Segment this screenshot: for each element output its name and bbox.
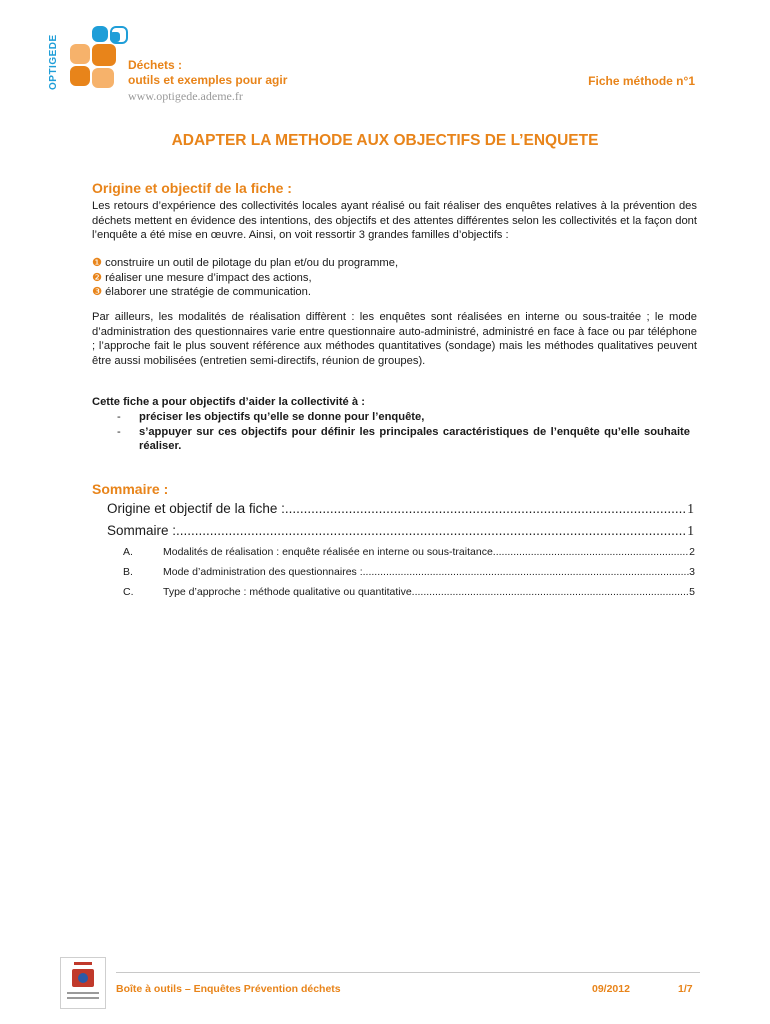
toc-page: 3 (689, 566, 695, 578)
bullet-text: élaborer une stratégie de communication. (105, 286, 311, 298)
toc-leader (493, 546, 689, 558)
aim-text: préciser les objectifs qu’elle se donne pour l’enquête, (139, 411, 425, 423)
bullet-2-icon: ❷ (92, 271, 103, 284)
dash-marker: - (117, 411, 121, 423)
toc-entry-sommaire[interactable] (107, 523, 694, 539)
header-tagline (128, 58, 287, 88)
bullet-text: réaliser une mesure d’impact des actions, (105, 271, 312, 284)
toc-label: Sommaire : (107, 523, 177, 538)
toc-entry-origin[interactable] (107, 501, 694, 517)
fiche-number: Fiche méthode n°1 (588, 74, 695, 88)
toc-entry-c[interactable] (123, 586, 695, 598)
header-line-1: Déchets : (128, 58, 183, 72)
toc-leader (412, 586, 689, 598)
page-title: ADAPTER LA METHODE AUX OBJECTIFS DE L’ENQUETE (171, 132, 599, 149)
list-item (92, 271, 697, 286)
aims-list (117, 410, 690, 454)
toc-page: 1 (687, 523, 694, 538)
origin-paragraph-2: Par ailleurs, les modalités de réalisation diffèrent : les enquêtes sont réalisées en interne ou sous-traitée ; le mode d’administration des questionnaires varie entre questionnaire auto-administré, administré en face à face ou par téléphone ; l’approche fait le plus souvent référence aux méthodes quantitatives (sondage) mais les méthodes qualitatives peuvent être aussi mobilisées (entretien semi-directifs, réunion de groupes). (92, 311, 697, 367)
toc-label: Mode d’administration des questionnaires : (163, 566, 363, 578)
bullet-3-icon: ❸ (92, 286, 103, 298)
list-item (117, 410, 690, 425)
optigede-squares-icon (62, 26, 132, 90)
objectives-list (92, 256, 697, 300)
toc-page: 1 (687, 501, 694, 516)
toc-letter: A. (123, 546, 133, 558)
footer-divider (116, 972, 700, 973)
list-item (117, 425, 690, 454)
toc-leader (285, 501, 687, 516)
bullet-1-icon: ❶ (92, 257, 103, 269)
bullet-text: construire un outil de pilotage du plan et/ou du programme, (105, 257, 399, 269)
footer-page-number: 1/7 (678, 983, 693, 995)
header-line-2: outils et exemples pour agir (128, 73, 288, 87)
toc-leader (176, 523, 687, 538)
summary-heading: Sommaire : (92, 481, 169, 497)
toc-letter: C. (123, 586, 134, 598)
toc-leader (363, 566, 690, 578)
toc-label: Origine et objectif de la fiche : (107, 501, 285, 516)
toc-page: 5 (689, 586, 695, 598)
dash-marker: - (117, 425, 121, 438)
toc-label: Type d’approche : méthode qualitative ou quantitative (163, 586, 412, 598)
toc-entry-a[interactable] (123, 546, 695, 558)
origin-heading: Origine et objectif de la fiche : (92, 180, 292, 196)
footer-title: Boîte à outils – Enquêtes Prévention déchets (116, 983, 341, 995)
brand-name: OPTIGEDE (48, 34, 59, 90)
origin-paragraph-1: Les retours d’expérience des collectivités locales ayant réalisé ou fait réaliser des enquêtes relatives à la prévention des déchets mettent en évidence des intentions, des objectifs et des attentes différentes selon les collectivités et la façon dont l’enquête a été mise en œuvre. Ainsi, on voit ressortir 3 grandes familles d’objectifs : (92, 200, 697, 241)
footer-date: 09/2012 (592, 983, 630, 995)
ademe-logo-icon (60, 957, 106, 1009)
toc-page: 2 (689, 546, 695, 558)
toc-letter: B. (123, 566, 133, 578)
toc-entry-b[interactable] (123, 566, 695, 578)
toc-label: Modalités de réalisation : enquête réalisée en interne ou sous-traitance (163, 546, 493, 558)
list-item (92, 256, 697, 271)
aims-intro: Cette fiche a pour objectifs d’aider la collectivité à : (92, 396, 365, 408)
header-url[interactable]: www.optigede.ademe.fr (128, 89, 243, 103)
list-item (92, 285, 697, 300)
aim-text: s’appuyer sur ces objectifs pour définir les principales caractéristiques de l’enquête qu’elle souhaite réaliser. (139, 425, 690, 452)
